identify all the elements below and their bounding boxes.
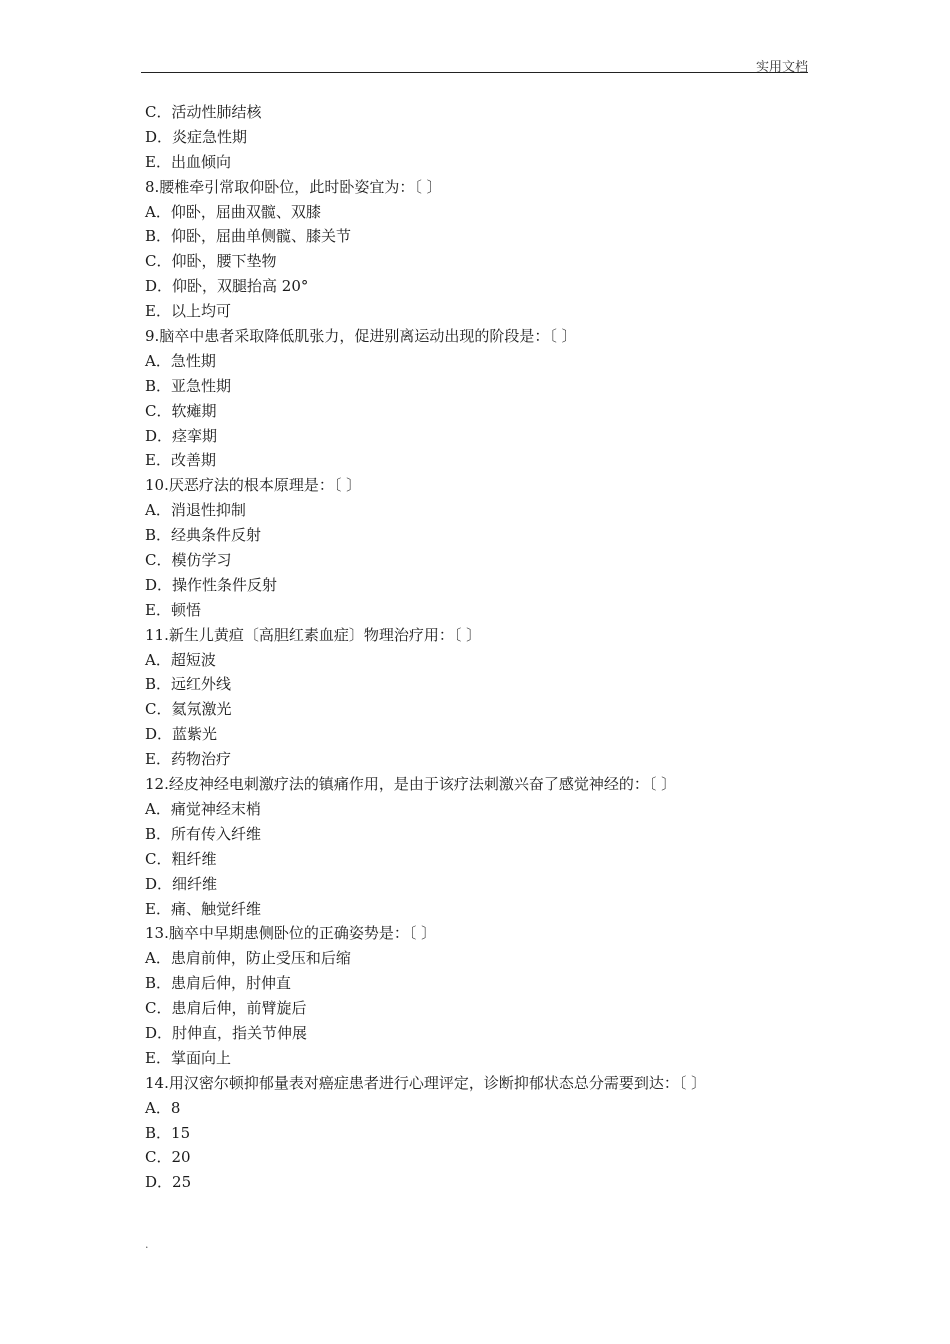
answer-option: E．顿悟 — [145, 600, 201, 619]
answer-option: C．氦氖激光 — [145, 700, 232, 719]
answer-option: B．亚急性期 — [145, 376, 232, 395]
answer-option: A．患肩前伸，防止受压和后缩 — [145, 949, 351, 968]
answer-option: A．超短波 — [145, 650, 216, 669]
answer-option: E．以上均可 — [145, 302, 231, 321]
answer-option: C．粗纤维 — [145, 849, 217, 868]
answer-option: E．出血倾向 — [145, 152, 231, 171]
header-rule — [141, 72, 808, 73]
answer-option: E．掌面向上 — [145, 1048, 231, 1067]
question-stem: 8.腰椎牵引常取仰卧位，此时卧姿宜为：〔 〕 — [145, 177, 442, 196]
answer-option: A．痛觉神经末梢 — [145, 799, 261, 818]
question-stem: 13.脑卒中早期患侧卧位的正确姿势是：〔 〕 — [145, 924, 437, 943]
answer-option: A．仰卧，屈曲双髋、双膝 — [145, 202, 321, 221]
answer-option: A．消退性抑制 — [145, 501, 246, 520]
answer-option: D．操作性条件反射 — [145, 575, 278, 594]
answer-option: D．炎症急性期 — [145, 127, 248, 146]
answer-option: B．15 — [145, 1123, 191, 1142]
footer-mark: . — [145, 1238, 149, 1251]
answer-option: C．活动性肺结核 — [145, 103, 262, 121]
header-label: 实用文档 — [755, 60, 808, 75]
answer-option: D．痉挛期 — [145, 426, 218, 445]
answer-option: E．药物治疗 — [145, 750, 231, 769]
question-content — [145, 100, 805, 1195]
question-stem: 14.用汉密尔顿抑郁量表对癌症患者进行心理评定，诊断抑郁状态总分需要到达：〔 〕 — [145, 1073, 707, 1092]
answer-option: D．25 — [145, 1173, 192, 1192]
answer-option: B．远红外线 — [145, 675, 232, 694]
answer-option: E．改善期 — [145, 451, 216, 470]
question-stem: 11.新生儿黄疸〔高胆红素血症〕物理治疗用：〔 〕 — [145, 625, 482, 644]
answer-option: D．肘伸直，指关节伸展 — [145, 1023, 308, 1042]
answer-option: C．模仿学习 — [145, 551, 232, 570]
answer-option: C．软瘫期 — [145, 401, 217, 420]
answer-option: A．8 — [145, 1098, 181, 1117]
question-stem: 10.厌恶疗法的根本原理是：〔 〕 — [145, 476, 362, 495]
answer-option: E．痛、触觉纤维 — [145, 899, 261, 918]
answer-option: A．急性期 — [145, 351, 216, 370]
answer-option: B．经典条件反射 — [145, 526, 262, 545]
question-stem: 12.经皮神经电刺激疗法的镇痛作用，是由于该疗法刺激兴奋了感觉神经的：〔 〕 — [145, 775, 677, 794]
answer-option: C．仰卧，腰下垫物 — [145, 252, 277, 271]
answer-option: C．20 — [145, 1148, 191, 1167]
answer-option: C．患肩后伸，前臂旋后 — [145, 999, 307, 1018]
answer-option: B．所有传入纤维 — [145, 824, 262, 843]
answer-option: B．患肩后伸，肘伸直 — [145, 974, 292, 993]
answer-option: D．仰卧，双腿抬高 20° — [145, 277, 309, 296]
answer-option: B．仰卧，屈曲单侧髋、膝关节 — [145, 227, 352, 246]
answer-option: D．蓝紫光 — [145, 725, 218, 744]
answer-option: D．细纤维 — [145, 874, 218, 893]
question-stem: 9.脑卒中患者采取降低肌张力，促进别离运动出现的阶段是：〔 〕 — [145, 327, 577, 346]
